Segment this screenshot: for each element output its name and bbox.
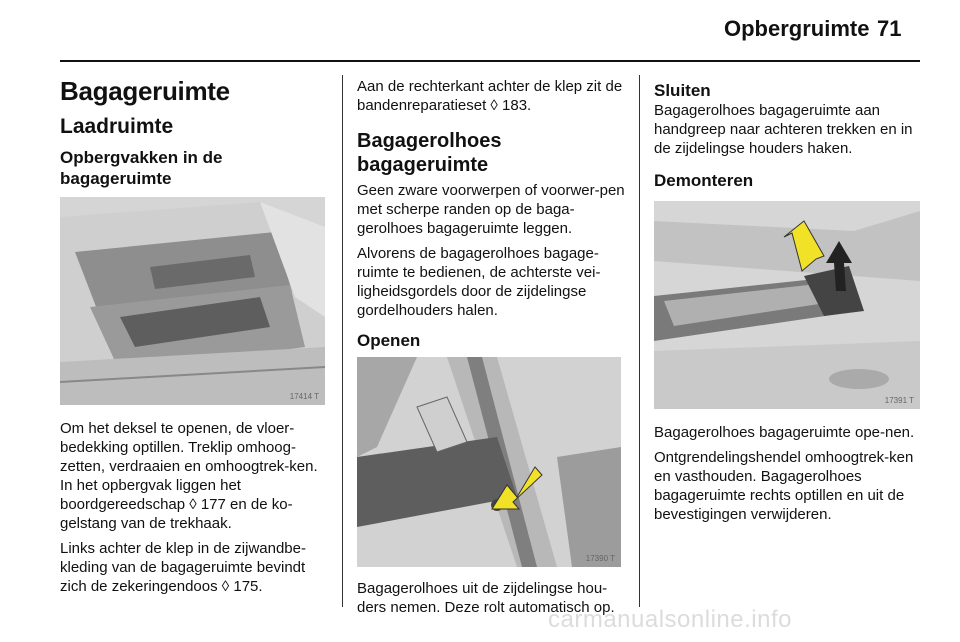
cover-open-figure (357, 357, 621, 567)
paragraph: Bagagerolhoes bagageruimte aan handgreep naar achteren trekken en in de zijdelingse houders haken. (654, 102, 913, 157)
paragraph: Ontgrendelingshendel omhoogtrek-ken en vasthouden. Bagagerolhoes bagageruimte rechts optillen en uit de bevestigingen verwijderen. (654, 449, 914, 523)
column-divider-2 (639, 75, 640, 607)
page-number: 71 (877, 16, 902, 41)
column-3 (654, 66, 926, 530)
paragraph: Links achter de klep in de zijwandbe-kleding van de bagageruimte bevindt zich de zekeringendoos ◊ 175. (60, 540, 306, 595)
close-heading: Sluiten (654, 81, 711, 100)
column-1 (60, 66, 328, 602)
page-header-title: Opbergruimte (724, 16, 870, 41)
column-divider-1 (342, 75, 343, 607)
figure-code: 17390 T (585, 554, 615, 563)
cover-open-illustration (357, 357, 621, 567)
cover-remove-illustration (654, 201, 920, 409)
paragraph: Bagagerolhoes bagageruimte ope-nen. (654, 424, 915, 441)
figure-code: 17414 T (289, 392, 319, 401)
remove-heading: Demonteren (654, 171, 754, 190)
open-heading: Openen (357, 331, 421, 350)
figure-code: 17391 T (884, 396, 914, 405)
cover-remove-figure (654, 201, 920, 409)
paragraph: Bagagerolhoes uit de zijdelingse hou-ders nemen. Deze rolt automatisch op. (357, 580, 615, 616)
storage-heading: Opbergvakken in de bagageruimte (60, 148, 223, 188)
trunk-storage-figure (60, 197, 325, 405)
column-2 (357, 66, 627, 623)
trunk-storage-illustration (60, 197, 325, 405)
paragraph: Om het deksel te openen, de vloer-bedekking optillen. Treklip omhoog-zetten, verdraaien en omhoogtrek-ken. In het opbergvak liggen het boordgereedschap ◊ 177 en de ko-gelstang van de trekhaak. (60, 420, 318, 532)
paragraph: Aan de rechterkant achter de klep zit de bandenreparatieset ◊ 183. (357, 78, 623, 114)
header-divider (60, 60, 920, 62)
paragraph: Alvorens de bagagerolhoes bagage-ruimte te bedienen, de achterste vei-ligheidsgordels door de zijdelingse gordelhouders halen. (357, 245, 601, 319)
subsection-title: Laadruimte (60, 115, 174, 138)
section-title: Bagageruimte (60, 76, 230, 106)
watermark: carmanualsonline.info (548, 606, 792, 633)
paragraph: Geen zware voorwerpen of voorwer-pen met scherpe randen op de baga-gerolhoes bagageruimte leggen. (357, 182, 625, 237)
cover-heading: Bagagerolhoes bagageruimte (357, 130, 502, 176)
